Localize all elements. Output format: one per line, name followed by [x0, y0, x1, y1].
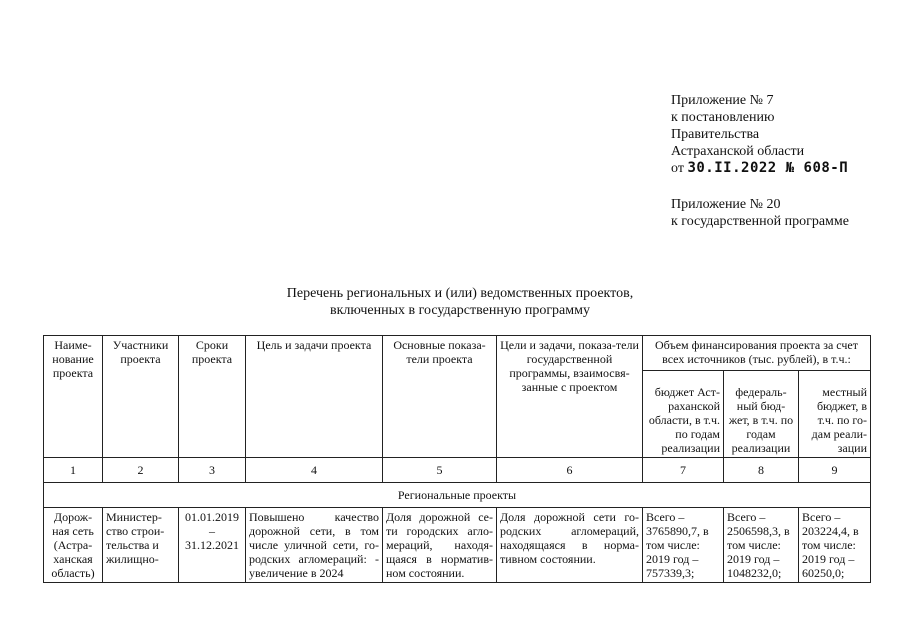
header-indicators: Основные показа-тели проекта: [383, 336, 497, 458]
header-financing: Объем финансирования проекта за счет всех источников (тыс. рублей), в т.ч.:: [643, 336, 871, 371]
decree-date-prefix: от: [671, 161, 684, 176]
header-row: [44, 336, 871, 371]
column-number: 3: [179, 458, 246, 483]
header-participants: Участники проекта: [103, 336, 179, 458]
appendix-20-line: к государственной программе: [671, 214, 849, 229]
appendix-7-line: Правительства: [671, 127, 760, 142]
header-goals: Цель и задачи проекта: [246, 336, 383, 458]
header-program-goals: Цели и задачи, показа-тели государственной программы, взаимосвя-занные с проектом: [497, 336, 643, 458]
column-number: 8: [724, 458, 799, 483]
column-number-row: [44, 458, 871, 483]
appendix-7-line: Приложение № 7: [671, 93, 774, 108]
decree-date-stamp: 30.II.2022 № 608-П: [687, 160, 849, 176]
term-end: 31.12.2021: [185, 538, 239, 552]
cell-local-budget: Всего – 203224,4, в том числе: 2019 год – 60250,0;: [799, 508, 871, 583]
appendix-7-line: Астраханской области: [671, 144, 805, 159]
appendix-7-block: [671, 92, 848, 177]
decree-date-line: [671, 160, 848, 177]
appendix-20-line: Приложение № 20: [671, 197, 781, 212]
cell-indicators: Доля дорожной се-ти городских агло-мераций, находя-щаяся в норматив-ном состоянии.: [383, 508, 497, 583]
table-row: [44, 508, 871, 583]
cell-federal-budget: Всего – 2506598,3, в том числе: 2019 год – 1048232,0;: [724, 508, 799, 583]
header-project-name: Наиме-нование проекта: [44, 336, 103, 458]
column-number: 2: [103, 458, 179, 483]
cell-project-name: Дорож-ная сеть (Астра-ханская область): [44, 508, 103, 583]
cell-program-goals: Доля дорожной сети го-родских агломераций, находящаяся в норма-тивном состоянии.: [497, 508, 643, 583]
column-number: 6: [497, 458, 643, 483]
column-number: 5: [383, 458, 497, 483]
column-number: 4: [246, 458, 383, 483]
appendix-7-line: к постановлению: [671, 110, 775, 125]
document-title-line: Перечень региональных и (или) ведомственных проектов,: [286, 286, 634, 301]
term-dash: –: [209, 524, 215, 538]
cell-terms: [179, 508, 246, 583]
header-federal-budget: федераль-ный бюд-жет, в т.ч. по годам реализации: [724, 371, 799, 458]
column-number: 9: [799, 458, 871, 483]
section-row: [44, 483, 871, 508]
term-start: 01.01.2019: [185, 510, 239, 524]
document-title-line: включенных в государственную программу: [330, 303, 590, 318]
appendix-20-block: [671, 196, 849, 230]
document-title: [200, 285, 720, 319]
cell-participants: Министер-ство строи-тельства и жилищно-: [103, 508, 179, 583]
column-number: 1: [44, 458, 103, 483]
section-title: Региональные проекты: [44, 483, 871, 508]
header-regional-budget: бюджет Аст-раханской области, в т.ч. по годам реализации: [643, 371, 724, 458]
header-terms: Сроки проекта: [179, 336, 246, 458]
cell-goals: Повышено качество дорожной сети, в том числе уличной сети, го-родских агломераций: - увеличение в 2024: [246, 508, 383, 583]
cell-regional-budget: Всего – 3765890,7, в том числе: 2019 год – 757339,3;: [643, 508, 724, 583]
column-number: 7: [643, 458, 724, 483]
projects-table: [43, 335, 871, 583]
header-local-budget: местный бюджет, в т.ч. по го-дам реали-зации: [799, 371, 871, 458]
